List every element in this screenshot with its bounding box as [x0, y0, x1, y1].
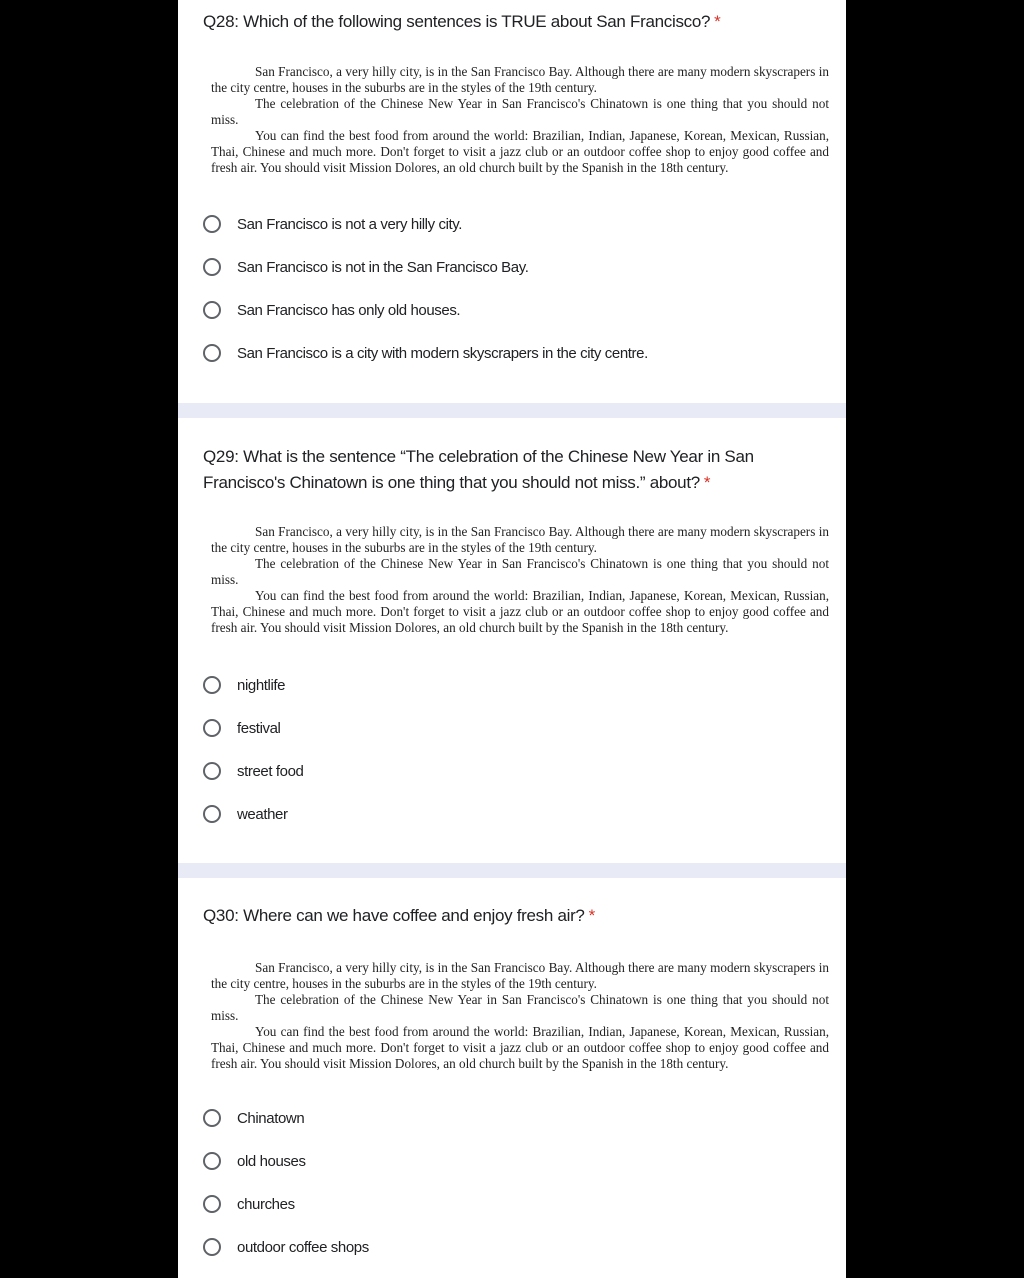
- passage-paragraph: San Francisco, a very hilly city, is in the San Francisco Bay. Although there are many modern skyscrapers in the city centre, houses in the suburbs are in the styles of the 19th century.: [211, 960, 829, 991]
- radio-button[interactable]: [203, 344, 221, 362]
- passage-paragraph: You can find the best food from around the world: Brazilian, Indian, Japanese, Korean, Mexican, Russian, Thai, Chinese and much more. Don't forget to visit a jazz club or an outdoor coffee shop to enjoy good coffee and fresh air. You should visit Mission Dolores, an old church built by the Spanish in the 18th century.: [211, 588, 829, 635]
- option-label: street food: [237, 762, 304, 780]
- option-label: San Francisco is a city with modern skyscrapers in the city centre.: [237, 344, 648, 362]
- answer-option[interactable]: [203, 672, 285, 698]
- radio-button[interactable]: [203, 1238, 221, 1256]
- radio-button[interactable]: [203, 1195, 221, 1213]
- question-card-q28: [178, 0, 846, 403]
- question-title: [203, 444, 813, 496]
- radio-button[interactable]: [203, 762, 221, 780]
- question-text: Q28: Which of the following sentences is TRUE about San Francisco?: [203, 12, 711, 31]
- answer-option[interactable]: [203, 1191, 295, 1217]
- radio-button[interactable]: [203, 1152, 221, 1170]
- option-label: San Francisco is not a very hilly city.: [237, 215, 463, 233]
- required-asterisk: *: [714, 12, 721, 31]
- option-label: old houses: [237, 1152, 306, 1170]
- answer-option[interactable]: [203, 801, 288, 827]
- radio-button[interactable]: [203, 215, 221, 233]
- radio-button[interactable]: [203, 719, 221, 737]
- answer-option[interactable]: [203, 1148, 306, 1174]
- passage-paragraph: The celebration of the Chinese New Year in San Francisco's Chinatown is one thing that you should not miss.: [211, 96, 829, 127]
- radio-button[interactable]: [203, 1109, 221, 1127]
- passage-paragraph: You can find the best food from around the world: Brazilian, Indian, Japanese, Korean, Mexican, Russian, Thai, Chinese and much more. Don't forget to visit a jazz club or an outdoor coffee shop to enjoy good coffee and fresh air. You should visit Mission Dolores, an old church built by the Spanish in the 18th century.: [211, 128, 829, 175]
- question-card-q29: [178, 418, 846, 863]
- passage-paragraph: The celebration of the Chinese New Year in San Francisco's Chinatown is one thing that you should not miss.: [211, 992, 829, 1023]
- option-label: festival: [237, 719, 281, 737]
- option-label: San Francisco is not in the San Francisco Bay.: [237, 258, 529, 276]
- option-label: nightlife: [237, 676, 286, 694]
- answer-option[interactable]: [203, 1234, 369, 1260]
- reading-passage: [211, 64, 829, 176]
- answer-option[interactable]: [203, 211, 462, 237]
- form-column: [178, 0, 846, 1278]
- question-title: [203, 9, 813, 35]
- passage-paragraph: The celebration of the Chinese New Year in San Francisco's Chinatown is one thing that you should not miss.: [211, 556, 829, 587]
- question-card-q30: [178, 878, 846, 1278]
- reading-passage: [211, 960, 829, 1072]
- answer-option[interactable]: [203, 297, 460, 323]
- required-asterisk: *: [588, 906, 595, 925]
- answer-option[interactable]: [203, 340, 648, 366]
- question-text: Q29: What is the sentence “The celebration of the Chinese New Year in San Francisco's Chinatown is one thing that you should not miss.” about?: [203, 447, 754, 492]
- passage-paragraph: You can find the best food from around the world: Brazilian, Indian, Japanese, Korean, Mexican, Russian, Thai, Chinese and much more. Don't forget to visit a jazz club or an outdoor coffee shop to enjoy good coffee and fresh air. You should visit Mission Dolores, an old church built by the Spanish in the 18th century.: [211, 1024, 829, 1071]
- question-text: Q30: Where can we have coffee and enjoy fresh air?: [203, 906, 585, 925]
- answer-option[interactable]: [203, 758, 303, 784]
- reading-passage: [211, 524, 829, 636]
- passage-paragraph: San Francisco, a very hilly city, is in the San Francisco Bay. Although there are many modern skyscrapers in the city centre, houses in the suburbs are in the styles of the 19th century.: [211, 524, 829, 555]
- answer-option[interactable]: [203, 715, 281, 741]
- option-label: weather: [237, 805, 288, 823]
- required-asterisk: *: [703, 473, 711, 492]
- option-label: outdoor coffee shops: [237, 1238, 369, 1256]
- option-label: churches: [237, 1195, 295, 1213]
- radio-button[interactable]: [203, 805, 221, 823]
- answer-option[interactable]: [203, 254, 528, 280]
- option-label: San Francisco has only old houses.: [237, 301, 461, 319]
- radio-button[interactable]: [203, 258, 221, 276]
- radio-button[interactable]: [203, 301, 221, 319]
- answer-option[interactable]: [203, 1105, 304, 1131]
- radio-button[interactable]: [203, 676, 221, 694]
- option-label: Chinatown: [237, 1109, 305, 1127]
- question-title: [203, 903, 813, 929]
- passage-paragraph: San Francisco, a very hilly city, is in the San Francisco Bay. Although there are many modern skyscrapers in the city centre, houses in the suburbs are in the styles of the 19th century.: [211, 64, 829, 95]
